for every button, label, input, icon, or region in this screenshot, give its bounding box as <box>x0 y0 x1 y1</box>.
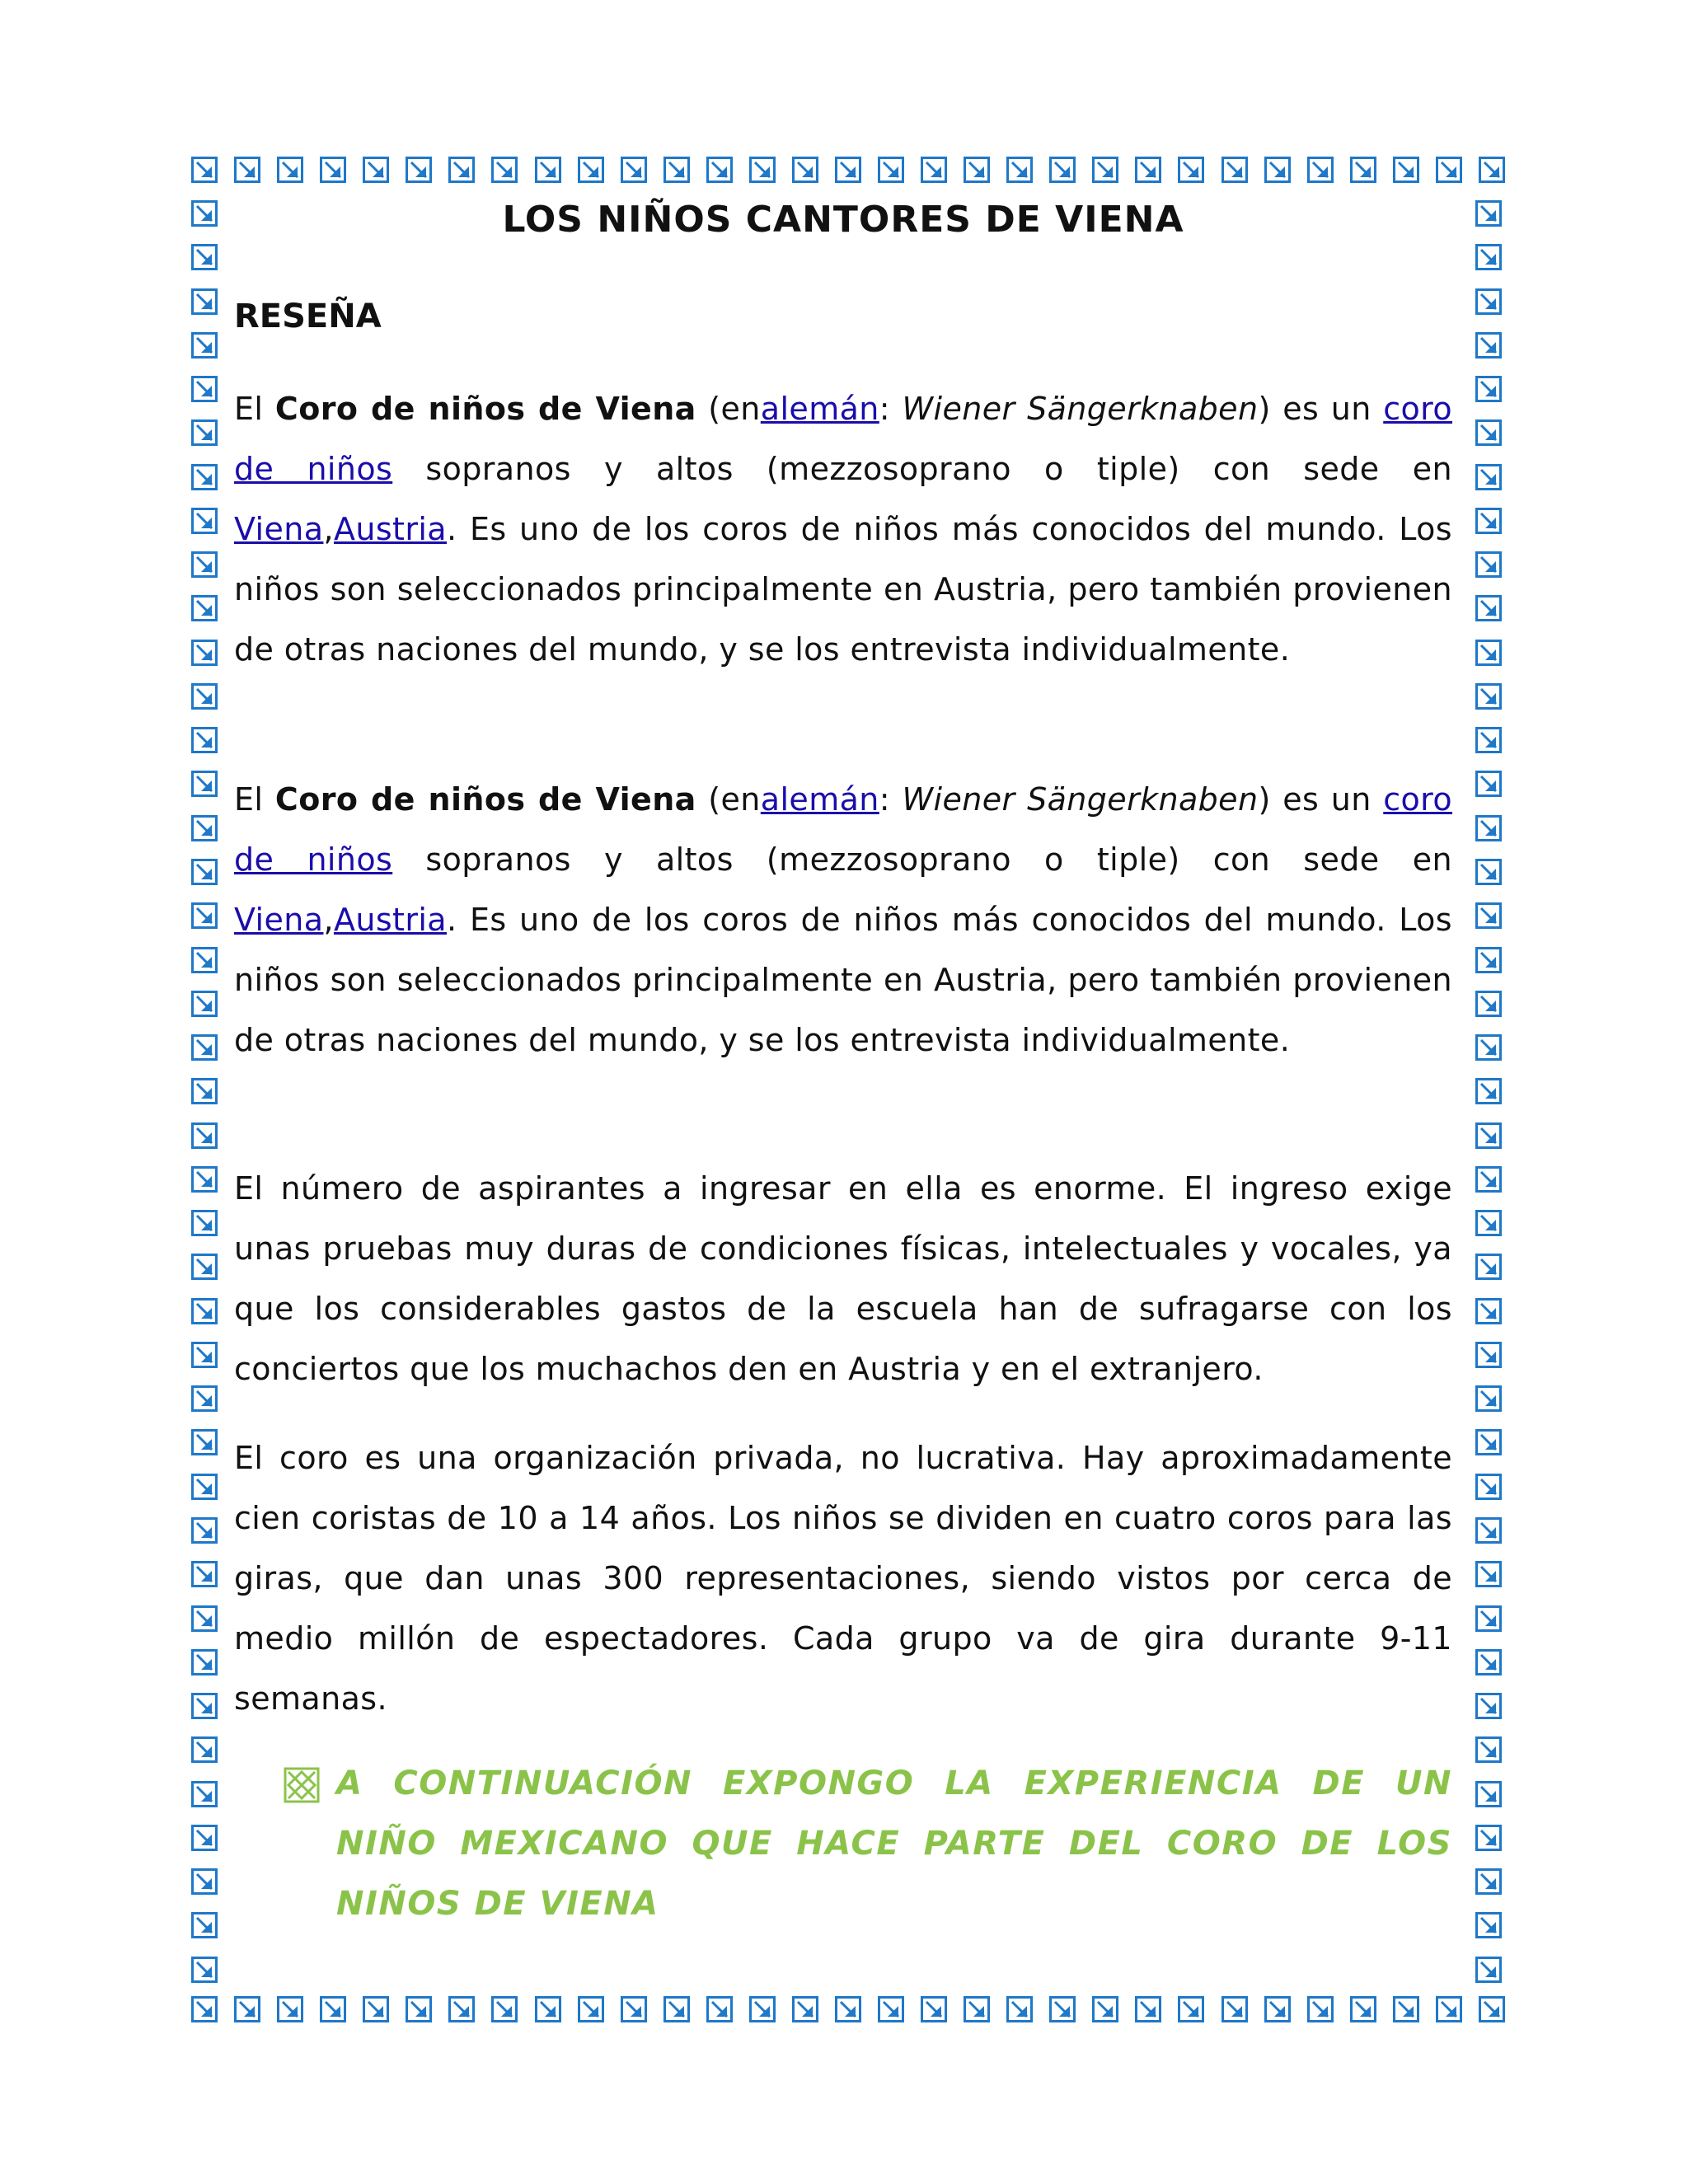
corner-square-icon <box>191 991 218 1017</box>
corner-square-icon <box>1475 1298 1502 1324</box>
corner-square-icon <box>663 1996 690 2022</box>
corner-square-icon <box>277 1996 303 2022</box>
corner-square-icon <box>191 902 218 929</box>
corner-square-icon <box>1475 419 1502 446</box>
corner-square-icon <box>1475 1649 1502 1675</box>
corner-square-icon <box>1178 1996 1204 2022</box>
corner-square-icon <box>191 640 218 666</box>
corner-square-icon <box>491 157 518 183</box>
corner-square-icon <box>921 1996 947 2022</box>
corner-square-icon <box>1436 1996 1462 2022</box>
link-viena[interactable]: Viena <box>234 902 324 938</box>
corner-square-icon <box>1475 1210 1502 1236</box>
corner-square-icon <box>191 815 218 841</box>
corner-square-icon <box>1475 1868 1502 1895</box>
corner-square-icon <box>835 157 861 183</box>
corner-square-icon <box>578 1996 604 2022</box>
diamond-cross-icon <box>284 1767 320 1803</box>
corner-square-icon <box>1475 244 1502 270</box>
corner-square-icon <box>663 157 690 183</box>
corner-square-icon <box>191 1474 218 1500</box>
corner-square-icon <box>363 157 389 183</box>
page-title: LOS NIÑOS CANTORES DE VIENA <box>502 199 1184 241</box>
corner-square-icon <box>320 157 346 183</box>
callout <box>284 1754 1452 1934</box>
corner-square-icon <box>1264 1996 1291 2022</box>
link-coro-de-ninos[interactable]: coro de niños <box>234 781 1453 878</box>
corner-square-icon <box>191 288 218 315</box>
corner-square-icon <box>191 551 218 578</box>
corner-square-icon <box>191 1122 218 1149</box>
corner-square-icon <box>191 1693 218 1719</box>
corner-square-icon <box>191 1605 218 1632</box>
corner-square-icon <box>191 1781 218 1807</box>
corner-square-icon <box>191 1912 218 1938</box>
corner-square-icon <box>320 1996 346 2022</box>
corner-square-icon <box>1475 1034 1502 1061</box>
border-top <box>191 157 1505 183</box>
corner-square-icon <box>878 157 904 183</box>
callout-text: A CONTINUACIÓN EXPONGO LA EXPERIENCIA DE UN NIÑO MEXICANO QUE HACE PARTE DEL CORO DE LOS NIÑOS DE VIENA <box>336 1765 1452 1923</box>
corner-square-icon <box>406 1996 432 2022</box>
corner-square-icon <box>191 157 218 183</box>
link-austria[interactable]: Austria <box>333 511 447 547</box>
corner-square-icon <box>749 1996 776 2022</box>
corner-square-icon <box>191 1736 218 1763</box>
corner-square-icon <box>1475 1078 1502 1104</box>
corner-square-icon <box>191 200 218 227</box>
corner-square-icon <box>1475 508 1502 534</box>
corner-square-icon <box>1479 1996 1505 2022</box>
corner-square-icon <box>191 1034 218 1061</box>
corner-square-icon <box>1479 157 1505 183</box>
corner-square-icon <box>964 1996 990 2022</box>
corner-square-icon <box>1393 1996 1419 2022</box>
border-right <box>1475 200 1502 1983</box>
intro-paragraph-1: El Coro de niños de Viena (enalemán: Wiener Sängerknaben) es un coro de niños sopranos y altos (mezzosoprano o tiple) con sede en Viena,Austria. Es uno de los coros de niños más conocidos del mundo. Los niños son seleccionados principalmente en Austria, pero también provienen de otras naciones del mundo, y se los entrevista individualmente. <box>234 391 1453 668</box>
corner-square-icon <box>191 1996 218 2022</box>
section-heading: RESEÑA <box>234 298 382 335</box>
corner-square-icon <box>191 771 218 797</box>
corner-square-icon <box>1475 1342 1502 1368</box>
corner-square-icon <box>1475 1912 1502 1938</box>
corner-square-icon <box>191 1868 218 1895</box>
corner-square-icon <box>191 727 218 753</box>
corner-square-icon <box>1393 157 1419 183</box>
corner-square-icon <box>621 157 647 183</box>
corner-square-icon <box>448 1996 475 2022</box>
corner-square-icon <box>1475 376 1502 402</box>
corner-square-icon <box>1475 1254 1502 1280</box>
corner-square-icon <box>1475 1605 1502 1632</box>
corner-square-icon <box>491 1996 518 2022</box>
corner-square-icon <box>1475 332 1502 359</box>
corner-square-icon <box>191 332 218 359</box>
corner-square-icon <box>191 508 218 534</box>
corner-square-icon <box>406 157 432 183</box>
corner-square-icon <box>1475 551 1502 578</box>
link-coro-de-ninos[interactable]: coro de niños <box>234 391 1453 487</box>
corner-square-icon <box>277 157 303 183</box>
corner-square-icon <box>1475 859 1502 885</box>
corner-square-icon <box>578 157 604 183</box>
intro-paragraph-2: El Coro de niños de Viena (enalemán: Wiener Sängerknaben) es un coro de niños sopranos y altos (mezzosoprano o tiple) con sede en Viena,Austria. Es uno de los coros de niños más conocidos del mundo. Los niños son seleccionados principalmente en Austria, pero también provienen de otras naciones del mundo, y se los entrevista individualmente. <box>234 781 1453 1058</box>
corner-square-icon <box>792 157 818 183</box>
corner-square-icon <box>535 157 561 183</box>
corner-square-icon <box>1092 1996 1118 2022</box>
corner-square-icon <box>191 1342 218 1368</box>
corner-square-icon <box>191 1517 218 1544</box>
corner-square-icon <box>964 157 990 183</box>
corner-square-icon <box>1475 1736 1502 1763</box>
corner-square-icon <box>1475 1781 1502 1807</box>
corner-square-icon <box>1475 683 1502 710</box>
link-austria[interactable]: Austria <box>333 902 447 938</box>
corner-square-icon <box>191 683 218 710</box>
corner-square-icon <box>1221 157 1248 183</box>
link-aleman[interactable]: alemán <box>760 391 879 427</box>
corner-square-icon <box>1475 902 1502 929</box>
link-aleman[interactable]: alemán <box>760 781 879 818</box>
document-body <box>234 194 1453 1923</box>
corner-square-icon <box>234 157 260 183</box>
corner-square-icon <box>1475 771 1502 797</box>
corner-square-icon <box>1475 1561 1502 1587</box>
border-bottom <box>191 1996 1505 2022</box>
corner-square-icon <box>706 157 733 183</box>
corner-square-icon <box>1475 991 1502 1017</box>
corner-square-icon <box>1049 157 1076 183</box>
border-left <box>191 200 218 1983</box>
corner-square-icon <box>1436 157 1462 183</box>
corner-square-icon <box>1475 288 1502 315</box>
corner-square-icon <box>1221 1996 1248 2022</box>
corner-square-icon <box>1475 947 1502 973</box>
corner-square-icon <box>792 1996 818 2022</box>
corner-square-icon <box>1475 1474 1502 1500</box>
corner-square-icon <box>1475 1385 1502 1412</box>
corner-square-icon <box>878 1996 904 2022</box>
corner-square-icon <box>191 419 218 446</box>
corner-square-icon <box>448 157 475 183</box>
corner-square-icon <box>191 1561 218 1587</box>
corner-square-icon <box>1006 1996 1033 2022</box>
corner-square-icon <box>191 595 218 621</box>
corner-square-icon <box>1049 1996 1076 2022</box>
corner-square-icon <box>535 1996 561 2022</box>
corner-square-icon <box>1350 157 1376 183</box>
corner-square-icon <box>1135 1996 1161 2022</box>
corner-square-icon <box>1307 157 1334 183</box>
corner-square-icon <box>191 859 218 885</box>
corner-square-icon <box>191 1298 218 1324</box>
corner-square-icon <box>191 376 218 402</box>
corner-square-icon <box>191 1385 218 1412</box>
corner-square-icon <box>191 1957 218 1983</box>
corner-square-icon <box>191 464 218 490</box>
corner-square-icon <box>1475 1517 1502 1544</box>
corner-square-icon <box>191 1429 218 1455</box>
corner-square-icon <box>191 1649 218 1675</box>
corner-square-icon <box>1475 1429 1502 1455</box>
corner-square-icon <box>191 1078 218 1104</box>
corner-square-icon <box>234 1996 260 2022</box>
corner-square-icon <box>749 157 776 183</box>
link-viena[interactable]: Viena <box>234 511 324 547</box>
corner-square-icon <box>191 244 218 270</box>
corner-square-icon <box>1350 1996 1376 2022</box>
corner-square-icon <box>921 157 947 183</box>
corner-square-icon <box>1475 1122 1502 1149</box>
corner-square-icon <box>1475 464 1502 490</box>
corner-square-icon <box>1475 640 1502 666</box>
corner-square-icon <box>1475 1825 1502 1851</box>
corner-square-icon <box>191 1166 218 1193</box>
corner-square-icon <box>1475 200 1502 227</box>
corner-square-icon <box>191 1210 218 1236</box>
corner-square-icon <box>835 1996 861 2022</box>
corner-square-icon <box>1178 157 1204 183</box>
corner-square-icon <box>191 1254 218 1280</box>
corner-square-icon <box>1475 1957 1502 1983</box>
corner-square-icon <box>1475 727 1502 753</box>
corner-square-icon <box>1475 1693 1502 1719</box>
corner-square-icon <box>1307 1996 1334 2022</box>
corner-square-icon <box>1475 815 1502 841</box>
corner-square-icon <box>1135 157 1161 183</box>
corner-square-icon <box>1264 157 1291 183</box>
corner-square-icon <box>191 947 218 973</box>
corner-square-icon <box>1092 157 1118 183</box>
corner-square-icon <box>706 1996 733 2022</box>
corner-square-icon <box>1475 1166 1502 1193</box>
corner-square-icon <box>363 1996 389 2022</box>
corner-square-icon <box>621 1996 647 2022</box>
corner-square-icon <box>1006 157 1033 183</box>
paragraph-aspirantes: El número de aspirantes a ingresar en ella es enorme. El ingreso exige unas pruebas muy duras de condiciones físicas, intelectuales y vocales, ya que los considerables gastos de la escuela han de sufragarse con los conciertos que los muchachos den en Austria y en el extranjero. <box>234 1170 1452 1387</box>
paragraph-organizacion: El coro es una organización privada, no lucrativa. Hay aproximadamente cien coristas de 10 a 14 años. Los niños se dividen en cuatro coros para las giras, que dan unas 300 representaciones, siendo vistos por cerca de medio millón de espectadores. Cada grupo va de gira durante 9-11 semanas. <box>234 1440 1452 1717</box>
corner-square-icon <box>1475 595 1502 621</box>
corner-square-icon <box>191 1825 218 1851</box>
